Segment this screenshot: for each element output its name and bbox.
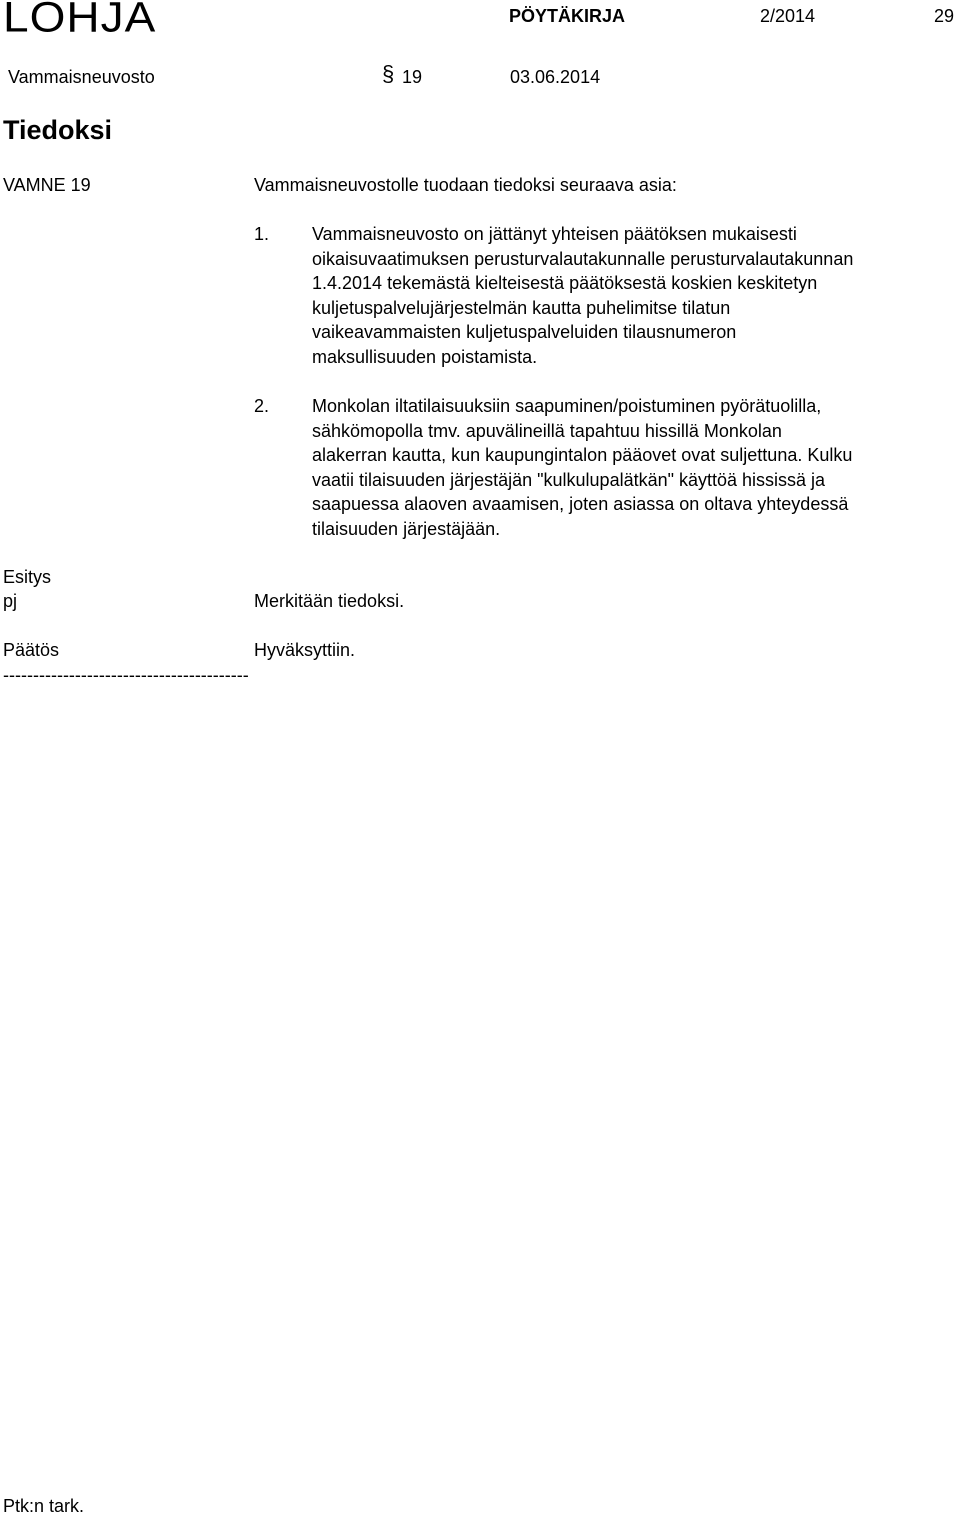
- document-type: PÖYTÄKIRJA: [509, 6, 626, 26]
- section-symbol: §: [382, 61, 395, 86]
- separator-line: -----------------------------------------: [3, 665, 249, 685]
- item-number: 2.: [254, 396, 270, 416]
- document-number: 2/2014: [760, 6, 816, 26]
- item-line: kuljetuspalvelujärjestelmän kautta puhelimitse tilatun: [312, 297, 731, 318]
- item-line: saapuessa alaoven avaamisen, joten asiassa on oltava yhteydessä: [312, 494, 849, 514]
- section-number: 19: [402, 67, 423, 87]
- case-id: VAMNE 19: [3, 175, 91, 195]
- meeting-date: 03.06.2014: [510, 67, 601, 87]
- item-line: Vammaisneuvosto on jättänyt yhteisen päätöksen mukaisesti: [312, 224, 797, 244]
- proposal-presenter: pj: [3, 591, 18, 611]
- proposal-label: Esitys: [3, 567, 52, 587]
- item-number: 1.: [254, 224, 270, 244]
- intro-text: Vammaisneuvostolle tuodaan tiedoksi seuraava asia:: [254, 175, 677, 195]
- item-line: oikaisuvaatimuksen perusturvalautakunnalle perusturvalautakunnan: [312, 248, 854, 269]
- item-line: maksullisuuden poistamista.: [312, 346, 538, 367]
- item-line: alakerran kautta, kun kaupungintalon pääovet ovat suljettuna. Kulku: [312, 445, 853, 465]
- item-line: Monkolan iltatilaisuuksiin saapuminen/poistuminen pyörätuolilla,: [312, 396, 822, 416]
- organ-name: Vammaisneuvosto: [8, 67, 155, 87]
- item-line: sähkömopolla tmv. apuvälineillä tapahtuu hissillä Monkolan: [312, 420, 782, 441]
- item-text: [312, 394, 958, 541]
- decision-text: Hyväksyttiin.: [254, 640, 356, 660]
- minutes-checker-label: Ptk:n tark.: [3, 1496, 85, 1516]
- section-title: Tiedoksi: [3, 115, 113, 145]
- item-line: 1.4.2014 tekemästä kielteisestä päätöksestä koskien keskitetyn: [312, 273, 818, 293]
- decision-label: Päätös: [3, 640, 60, 660]
- item-line: vaikeavammaisten kuljetuspalveluiden tilausnumeron: [312, 322, 737, 342]
- item-line: vaatii tilaisuuden järjestäjän "kulkulupalätkän" käyttöä hississä ja: [312, 469, 826, 490]
- page-number: 29: [934, 6, 955, 26]
- item-line: tilaisuuden järjestäjään.: [312, 518, 501, 539]
- item-text: [312, 222, 958, 369]
- proposal-text: Merkitään tiedoksi.: [254, 591, 405, 611]
- lohja-logo: LOHJA: [3, 0, 157, 41]
